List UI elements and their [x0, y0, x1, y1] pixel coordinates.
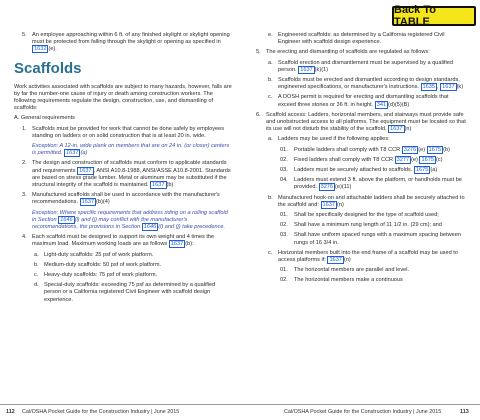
list-item: 04. Ladders must extend 3 ft. above the platform, or handholds must be provided. 3276 (e)(11) [280, 177, 462, 191]
back-to-table-button[interactable]: Back To TABLE [392, 6, 476, 26]
list-item: 02. The horizontal members make a continuous [280, 277, 403, 284]
right-column [248, 32, 468, 288]
section-link[interactable]: 1637 [170, 241, 184, 248]
list-item: 03. Shall have uniform spaced rungs with a maximum spacing between rungs of 16 3/4 in. [280, 232, 461, 246]
list-item: 5. The erecting and dismantling of scaffolds are regulated as follows: [256, 49, 430, 56]
section-link[interactable]: 1635 [422, 84, 435, 91]
page-number-right: 113 [460, 409, 469, 415]
section-link[interactable]: 3277 [396, 156, 410, 163]
section-link[interactable]: 1675 [428, 146, 442, 153]
section-link[interactable]: 1637 [329, 257, 342, 264]
list-item: 03. Ladders must be securely attached to scaffolds. 1675 (a) [280, 167, 438, 174]
page-title: Scaffolds [14, 59, 82, 77]
section-link[interactable]: 1637 [390, 126, 403, 133]
section-link[interactable]: 1637 [442, 84, 455, 91]
exception-note: Exception: A 12-in. wide plank on members that are on 24 in. (or closer) centers is permitted. 1637 (a) [32, 143, 230, 157]
intro-paragraph: Work activities associated with scaffolds are subject to many hazards, however, falls are by far the number-one cause of injury or death among construction workers. The following requirements regulate the design, construction, use, and dismantling of scaffolds: [14, 83, 232, 112]
section-link[interactable]: 1675 [421, 156, 434, 163]
item-number: 5. [22, 32, 27, 38]
list-item: 01. Portable ladders shall comply with T8 CCR 3276 (e) 1675 (b) [280, 146, 450, 153]
list-item: a. Scaffold erection and dismantlement must be supervised by a qualified person. 1637 (k)(1) [268, 59, 453, 73]
list-item: d. Special-duty scaffolds: exceeding 75 psf as determined by a qualified person or a California registered Civil Engineer with scaffold design experience. [34, 282, 216, 303]
page-number-left: 112 [6, 409, 15, 415]
section-link[interactable]: 1632 [34, 46, 47, 53]
list-item: c. Horizontal members built into the end frame of a scaffold may be used to access platforms if: 1637 (n) [268, 249, 458, 264]
section-link[interactable]: 341 [376, 101, 387, 108]
list-item: 1. Scaffolds must be provided for work that cannot be done safely by employees standing on ladders or on solid construction that is at least 20 in. wide. [22, 125, 225, 139]
section-link[interactable]: 1675 [415, 167, 429, 174]
section-link[interactable]: 1646 [60, 216, 73, 223]
list-item: b. Medium-duty scaffolds: 50 psf of work platform. [34, 261, 162, 268]
list-item: 4. Each scaffold must be designed to support its own weight and 4 times the maximum load. Maximum working loads are as follows 1637 (b): [22, 234, 215, 248]
section-link[interactable]: 1646 [143, 224, 157, 231]
section-link[interactable]: 3276 [320, 184, 334, 191]
list-item: 6. Scaffold access: Ladders, horizontal members, and stairways must provide safe and unobstructed access to all platforms. The equipment must be located so that its use will not disturb the stability of the scaffold. 1637 (n) [256, 111, 466, 133]
list-item: 01. Shall be specifically designed for the type of scaffold used; [280, 212, 439, 219]
left-column [14, 32, 232, 307]
list-item: 01. The horizontal members are parallel and level. [280, 267, 410, 274]
footer-text-right: Cal/OSHA Pocket Guide for the Construction Industry | June 2015 [284, 409, 442, 415]
section-link[interactable]: 1637 [81, 199, 95, 206]
section-link[interactable]: 1637 [79, 167, 92, 174]
list-item: c. A DOSH permit is required for erecting and dismantling scaffolds that exceed three stories or 36 ft. in height. 341 (d)(5)(B) [268, 94, 449, 108]
section-heading: A. General requirements [14, 115, 75, 122]
section-link[interactable]: 1637 [66, 150, 79, 157]
section-link[interactable]: 1637 [152, 182, 165, 189]
list-item: c. Heavy-duty scaffolds: 75 psf of work platform. [34, 272, 158, 279]
section-link[interactable]: 1637 [300, 66, 313, 73]
list-item: b. Manufactured hook-on and attachable ladders shall be securely attached to the scaffold and: 1637 (n) [268, 194, 465, 208]
list-item: a. Ladders may be used if the following applies: [268, 136, 390, 143]
list-item: b. Scaffolds must be erected and dismantled according to design standards, engineered specifications, or manufacturer's instructions. 1635 , 1637 (k) [268, 77, 464, 91]
list-item: 2. The design and construction of scaffolds must conform to applicable standards and requirements 1637 , ANSI A10.8-1988, ANSI/ASSE A10.8-2001. Standards are based on stress grade lumber. Metal or aluminum may be substituted if the structural integrity of the scaffold is maintained. 1637 (b) [22, 160, 231, 189]
list-item: 3. Manufactured scaffolds shall be used in accordance with the manufacturer's recommendations. 1637 (b)(4) [22, 192, 220, 206]
list-item: 5. An employee approaching within 6 ft. of any finished skylight or skylight opening must be protected from falling through the skylight or opening as specified in 1632 (e). [22, 32, 230, 53]
list-item: 02. Fixed ladders shall comply with T8 CCR 3277 (e) 1675 (c) [280, 156, 443, 163]
footer-divider [0, 404, 480, 405]
list-item: 02. Shall have a minimum rung length of 11 1/2 in. (29 cm); and [280, 222, 442, 229]
footer-text-left: Cal/OSHA Pocket Guide for the Construction Industry | June 2015 [22, 409, 180, 415]
section-link[interactable]: 3276 [403, 146, 417, 153]
list-item: a. Light-duty scaffolds: 25 psf of work platform. [34, 251, 154, 258]
exception-note: Exception: Where specific requirements that address riding on a rolling scaffold in Section 1646 (l) and (j) may conflict with the manufacturer's recommendations, the provisions in Section 1646 (l) and (j) take precedence. [32, 209, 228, 231]
section-link[interactable]: 1637 [322, 201, 335, 208]
list-item: e. Engineered scaffolds: as determined by a California registered Civil Engineer with scaffold design experience. [268, 32, 445, 46]
